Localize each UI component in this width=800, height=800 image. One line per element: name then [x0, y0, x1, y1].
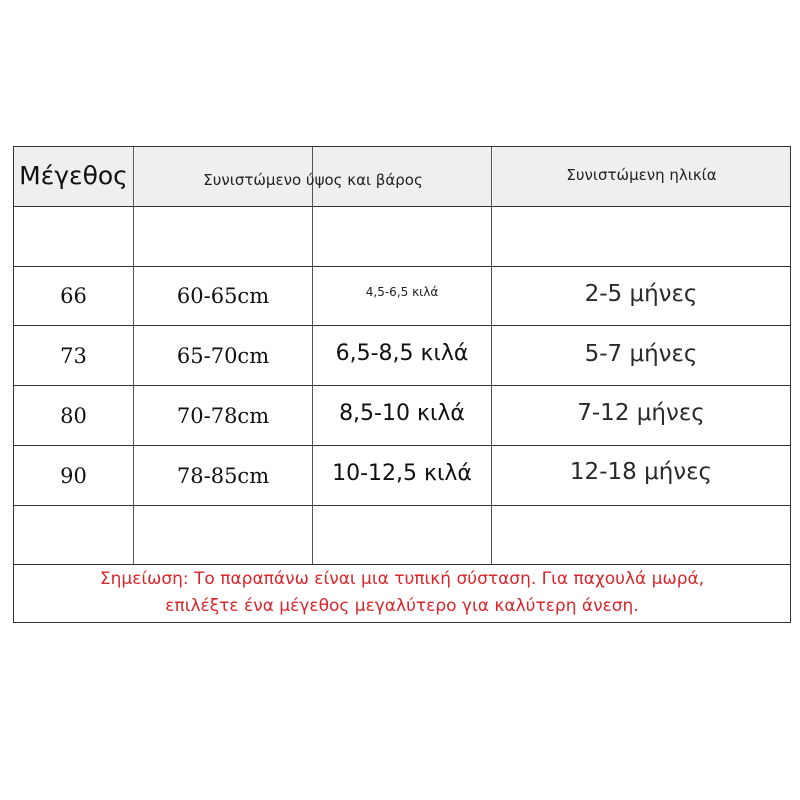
cell-age: 5-7 μήνες — [584, 341, 698, 367]
cell-size: 66 — [60, 284, 87, 308]
cell-height: 70-78cm — [176, 404, 270, 428]
size-chart-table — [13, 146, 791, 623]
header-height-weight: Συνιστώμενο ύψος και βάρος — [203, 170, 423, 189]
cell-height: 65-70cm — [176, 344, 270, 368]
cell-weight: 4,5-6,5 κιλά — [365, 285, 439, 299]
cell-weight: 10-12,5 κιλά — [332, 460, 472, 486]
cell-height: 60-65cm — [176, 284, 270, 308]
cell-age: 12-18 μήνες — [569, 459, 713, 485]
cell-size: 90 — [60, 464, 87, 488]
row-divider — [14, 505, 790, 506]
header-size: Μέγεθος — [19, 161, 128, 190]
size-note-line-1: Σημείωση: Το παραπάνω είναι μια τυπική σύσταση. Για παχουλά μωρά, — [99, 569, 705, 589]
size-note-line-2: επιλέξτε ένα μέγεθος μεγαλύτερο για καλύτερη άνεση. — [165, 596, 639, 616]
cell-height: 78-85cm — [176, 464, 270, 488]
cell-size: 73 — [60, 344, 87, 368]
cell-weight: 8,5-10 κιλά — [339, 400, 465, 426]
cell-age: 2-5 μήνες — [584, 281, 698, 307]
cell-size: 80 — [60, 404, 87, 428]
header-age: Συνιστώμενη ηλικία — [566, 165, 717, 184]
size-note — [14, 564, 790, 622]
cell-weight: 6,5-8,5 κιλά — [335, 340, 469, 366]
cell-age: 7-12 μήνες — [577, 400, 705, 426]
